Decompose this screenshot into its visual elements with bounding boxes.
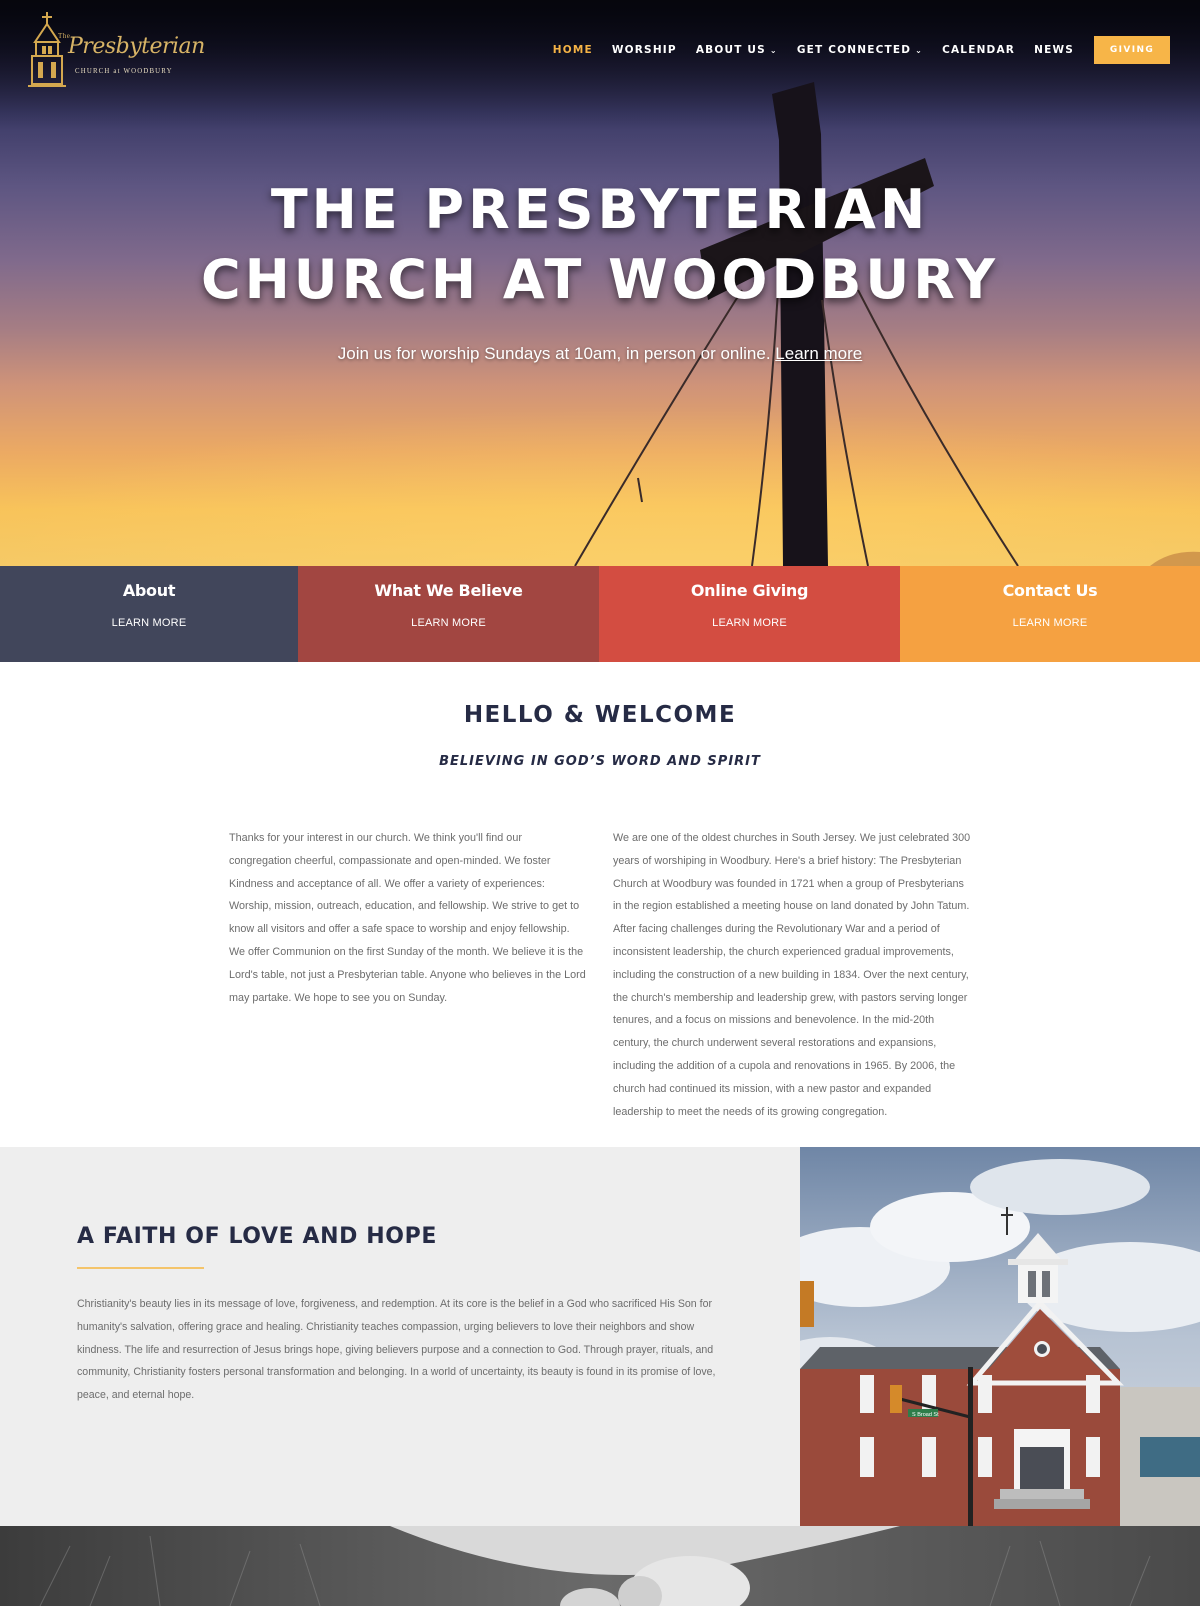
logo-subtitle: CHURCH at WOODBURY: [75, 68, 173, 75]
hero-subtitle: [0, 344, 1200, 364]
faith-text: Christianity's beauty lies in its message of love, forgiveness, and redemption. At its core is the belief in a God who sacrificed His Son for humanity's salvation, offering grace and healing. Christianity teaches compassion, urging believers to love their neighbors and show kindness. The life and resurrection of Jesus brings hope, giving believers purpose and a connection to God. Through prayer, rituals, and community, Christianity fosters personal transformation and belonging. In a world of uncertainty, its beauty is found in its promise of love, peace, and eternal hope.: [77, 1298, 716, 1402]
logo-the: The: [58, 32, 71, 40]
hero-title: [0, 175, 1200, 315]
faith-section: [0, 1147, 800, 1526]
welcome-title: HELLO & WELCOME: [463, 702, 737, 728]
tile-learn-more[interactable]: LEARN MORE: [712, 617, 787, 629]
tile-about[interactable]: [0, 566, 298, 662]
church-building-photo: [800, 1147, 1200, 1526]
nav-worship[interactable]: WORSHIP: [611, 44, 677, 56]
logo-script: Presbyterian: [68, 34, 205, 59]
welcome-left-text: Thanks for your interest in our church. We think you'll find our congregation cheerful, compassionate and open-minded. We foster Kindness and acceptance of all. We offer a variety of experiences: Worship, mission, outreach, education, and fellowship. We strive to get to know all visitors and offer a safe space to worship and enjoy fellowship. We offer Communion on the first Sunday of the month. We believe it is the Lord's table, not just a Presbyterian table. Anyone who believes in the Lord may partake. We hope to see you on Sunday.: [229, 832, 586, 1004]
nav-calendar[interactable]: CALENDAR: [942, 44, 1016, 56]
nav-get-connected[interactable]: [797, 44, 923, 56]
welcome-history-text: We are one of the oldest churches in South Jersey. We just celebrated 300 years of worshiping in Woodbury. Here's a brief history: The Presbyterian Church at Woodbury was founded in 1721 when a group of Presbyterians in the region established a meeting house on land donated by John Tatum. After facing challenges during the Revolutionary War and a period of inconsistent leadership, the church experienced gradual improvements, including the construction of a new building in 1834. Over the next century, the church's membership and leadership grew, with pastors serving longer tenures, and a focus on missions and benevolence. In the mid-20th century, the church underwent several restorations and expansions, including the addition of a cupola and renovations in 1965. By 2006, the church had continued its mission, with a new pastor and expanded leadership to meet the needs of its growing congregation.: [613, 832, 971, 1118]
nav-get-connected-label: GET CONNECTED: [796, 44, 912, 56]
tile-title: What We Believe: [374, 581, 523, 600]
chevron-down-icon: ⌄: [769, 45, 778, 55]
steeple-icon: [26, 12, 66, 88]
faith-title: A FAITH OF LOVE AND HOPE: [77, 1224, 437, 1249]
faith-divider: [77, 1267, 204, 1269]
tile-contact-us[interactable]: [900, 566, 1200, 662]
feature-tiles: [0, 566, 1200, 662]
tile-title: About: [122, 581, 176, 600]
chevron-down-icon: ⌄: [915, 45, 924, 55]
street-sign-label: S Broad St: [912, 1412, 939, 1418]
hero-subtitle-text: Join us for worship Sundays at 10am, in person or online.: [337, 344, 771, 363]
giving-button[interactable]: GIVING: [1094, 36, 1170, 64]
hero-title-line1: THE PRESBYTERIAN: [270, 178, 930, 241]
church-logo[interactable]: [26, 10, 205, 90]
nav-home[interactable]: HOME: [552, 44, 593, 56]
tile-learn-more[interactable]: LEARN MORE: [1012, 617, 1088, 629]
nav-about-us-label: ABOUT US: [695, 44, 766, 56]
hero-section: [0, 0, 1200, 566]
tile-what-we-believe[interactable]: [298, 566, 599, 662]
nav-news[interactable]: NEWS: [1034, 44, 1074, 56]
hero-title-line2: CHURCH AT WOODBURY: [200, 248, 1000, 311]
hero-learn-more-link[interactable]: Learn more: [775, 344, 863, 363]
tile-learn-more[interactable]: LEARN MORE: [411, 617, 486, 629]
tile-learn-more[interactable]: LEARN MORE: [111, 617, 187, 629]
hands-photo: [0, 1526, 1200, 1606]
welcome-subtitle: BELIEVING IN GOD’S WORD AND SPIRIT: [439, 754, 761, 769]
tile-online-giving[interactable]: [599, 566, 900, 662]
hands-photo-illustration: [0, 1526, 1200, 1606]
tile-title: Online Giving: [690, 581, 809, 600]
church-building-illustration: [800, 1147, 1200, 1526]
tile-title: Contact Us: [1002, 581, 1098, 600]
main-nav: [534, 36, 1170, 64]
nav-about-us[interactable]: [696, 44, 778, 56]
